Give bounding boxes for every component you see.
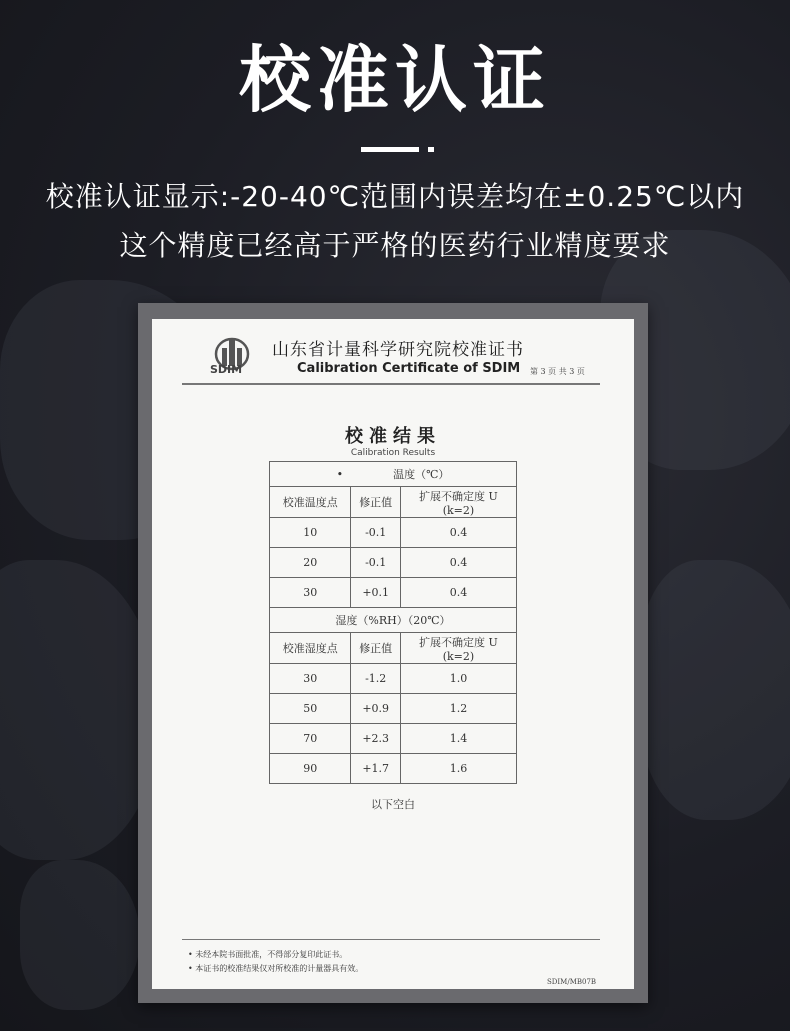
table-row xyxy=(270,754,517,784)
section-title: 校准结果 xyxy=(345,426,441,447)
table-cell: 10 xyxy=(270,518,351,548)
organization-name: 山东省计量科学研究院校准证书 xyxy=(272,340,524,360)
table-cell: 30 xyxy=(270,578,351,608)
column-header: 修正值 xyxy=(351,633,400,664)
column-header xyxy=(400,487,516,518)
table-cell: +1.7 xyxy=(351,754,400,784)
table-cell: 20 xyxy=(270,548,351,578)
title-divider-dot xyxy=(428,147,434,152)
table-cell: 70 xyxy=(270,724,351,754)
table-cell: 1.6 xyxy=(400,754,516,784)
table-cell: +0.1 xyxy=(351,578,400,608)
table-row xyxy=(270,548,517,578)
table-cell: 30 xyxy=(270,664,351,694)
document-code: SDIM/MB07B xyxy=(547,978,597,986)
humidity-group-label: 湿度（%RH）（20℃） xyxy=(270,608,517,633)
table-cell: 50 xyxy=(270,694,351,724)
certificate-paper xyxy=(152,319,634,989)
title-divider xyxy=(361,147,419,152)
table-header-row xyxy=(270,487,517,518)
certificate-title: Calibration Certificate of SDIM xyxy=(297,361,521,376)
table-cell: 0.4 xyxy=(400,548,516,578)
section-subtitle: Calibration Results xyxy=(350,448,436,458)
column-header xyxy=(400,633,516,664)
table-row xyxy=(270,578,517,608)
bullet-mark: • xyxy=(336,468,344,481)
hero-description-line-2: 这个精度已经高于严格的医药行业精度要求 xyxy=(119,229,671,262)
column-header: 校准温度点 xyxy=(270,487,351,518)
blank-below-note: 以下空白 xyxy=(371,798,415,811)
header-line: (k=2) xyxy=(442,649,475,663)
hero-title: 校准认证 xyxy=(238,38,551,122)
table-header-row xyxy=(270,633,517,664)
table-cell: 1.0 xyxy=(400,664,516,694)
table-cell: -0.1 xyxy=(351,548,400,578)
temperature-group-row xyxy=(270,462,517,487)
table-cell: 1.4 xyxy=(400,724,516,754)
table-cell: +0.9 xyxy=(351,694,400,724)
table-cell: -0.1 xyxy=(351,518,400,548)
header-line: 扩展不确定度 U xyxy=(419,635,498,649)
table-cell: 0.4 xyxy=(400,578,516,608)
footer-rule xyxy=(182,939,600,940)
table-cell: 90 xyxy=(270,754,351,784)
header-line: 扩展不确定度 U xyxy=(419,489,498,503)
header-line: (k=2) xyxy=(442,503,475,517)
hero-description-line-1: 校准认证显示:-20-40℃范围内误差均在±0.25℃以内 xyxy=(45,180,745,213)
table-cell: 0.4 xyxy=(400,518,516,548)
header-rule xyxy=(182,383,600,385)
footnote: • 未经本院书面批准，不得部分复印此证书。 xyxy=(188,950,348,959)
temperature-group-label xyxy=(270,462,517,487)
table-row xyxy=(270,724,517,754)
calibration-results-table xyxy=(269,461,517,784)
humidity-group-row xyxy=(270,608,517,633)
column-header: 修正值 xyxy=(351,487,400,518)
table-row xyxy=(270,694,517,724)
temperature-group-text: 温度（℃） xyxy=(393,468,450,481)
table-row xyxy=(270,664,517,694)
logo-text: SDIM xyxy=(210,363,243,376)
footnote: • 本证书的校准结果仅对所校准的计量器具有效。 xyxy=(188,964,364,973)
table-row xyxy=(270,518,517,548)
certificate-frame xyxy=(138,303,648,1003)
column-header: 校准湿度点 xyxy=(270,633,351,664)
table-cell: 1.2 xyxy=(400,694,516,724)
table-cell: +2.3 xyxy=(351,724,400,754)
page-number: 第 3 页 共 3 页 xyxy=(530,367,585,376)
table-cell: -1.2 xyxy=(351,664,400,694)
